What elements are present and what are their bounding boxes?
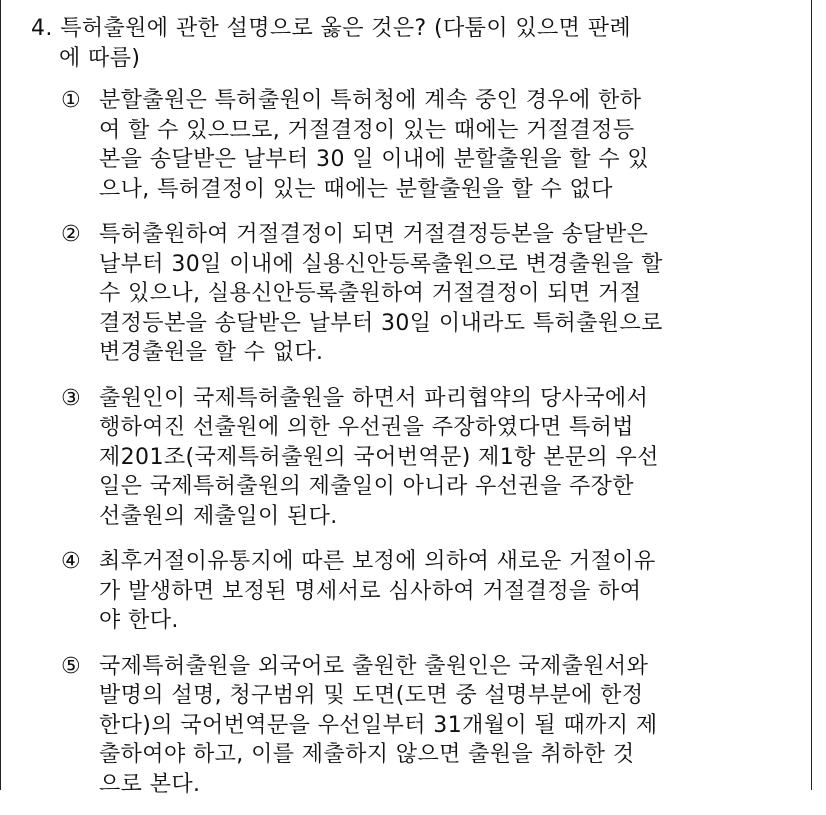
- option-5-line: 으로 본다.: [99, 771, 201, 797]
- option-3-line: 일은 국제특허출원의 제출일이 아니라 우선권을 주장한: [99, 474, 634, 499]
- option-3: [61, 384, 773, 532]
- option-5: [61, 652, 773, 800]
- option-1: [61, 86, 773, 204]
- option-1-line: 으나, 특허결정이 있는 때에는 분할출원을 할 수 없다: [99, 176, 613, 202]
- option-4: [61, 547, 773, 636]
- option-5-line: 출하여야 하고, 이를 제출하지 않으면 출원을 취하한 것: [99, 742, 635, 767]
- option-2-line: 변경출원을 할 수 없다.: [99, 340, 324, 365]
- option-1-line: 여 할 수 있으므로, 거절결정이 있는 때에는 거절결정등: [99, 117, 635, 143]
- option-3-line: 선출원의 제출일이 된다.: [99, 503, 338, 529]
- option-1-mark: ①: [61, 88, 82, 113]
- option-2-mark: ②: [61, 222, 82, 247]
- option-5-mark: ⑤: [61, 653, 82, 679]
- option-3-line: 출원인이 국제특허출원을 하면서 파리협약의 당사국에서: [99, 385, 649, 411]
- option-4-line: 야 한다.: [99, 608, 179, 633]
- option-3-line: 행하여진 선출원에 의한 우선권을 주장하였다면 특허법: [99, 415, 634, 440]
- option-2-line: 결정등본을 송달받은 날부터 30일 이내라도 특허출원으로: [99, 310, 663, 336]
- option-3-mark: ③: [61, 385, 82, 411]
- question-number: 4.: [31, 16, 53, 41]
- option-2-line: 날부터 30일 이내에 실용신안등록출원으로 변경출원을 할: [99, 251, 663, 277]
- option-4-line: 가 발생하면 보정된 명세서로 심사하여 거절결정을 하여: [99, 578, 642, 604]
- question-text-line-1: 특허출원에 관한 설명으로 옳은 것은? (다툼이 있으면 판례: [60, 16, 632, 41]
- option-3-line: 제201조(국제특허출원의 국어번역문) 제1항 본문의 우선: [99, 444, 659, 470]
- option-4-mark: ④: [61, 549, 82, 574]
- question-text-line-2: 에 따름): [59, 46, 141, 71]
- option-5-line: 발명의 설명, 청구범위 및 도면(도면 중 설명부분에 한정: [99, 683, 644, 708]
- question-stem: [31, 14, 771, 74]
- option-2: [61, 220, 773, 368]
- option-5-line: 한다)의 국어번역문을 우선일부터 31개월이 될 때까지 제: [99, 712, 658, 738]
- option-1-line: 본을 송달받은 날부터 30 일 이내에 분할출원을 할 수 있: [99, 147, 650, 172]
- option-2-line: 수 있으나, 실용신안등록출원하여 거절결정이 되면 거절: [99, 281, 642, 306]
- option-4-line: 최후거절이유통지에 따른 보정에 의하여 새로운 거절이유: [99, 549, 656, 574]
- option-5-line: 국제특허출원을 외국어로 출원한 출원인은 국제출원서와: [99, 653, 649, 679]
- option-2-line: 특허출원하여 거절결정이 되면 거절결정등본을 송달받은: [99, 222, 649, 247]
- option-1-line: 분할출원은 특허출원이 특허청에 계속 중인 경우에 한하: [99, 88, 642, 113]
- answer-options: [61, 86, 773, 815]
